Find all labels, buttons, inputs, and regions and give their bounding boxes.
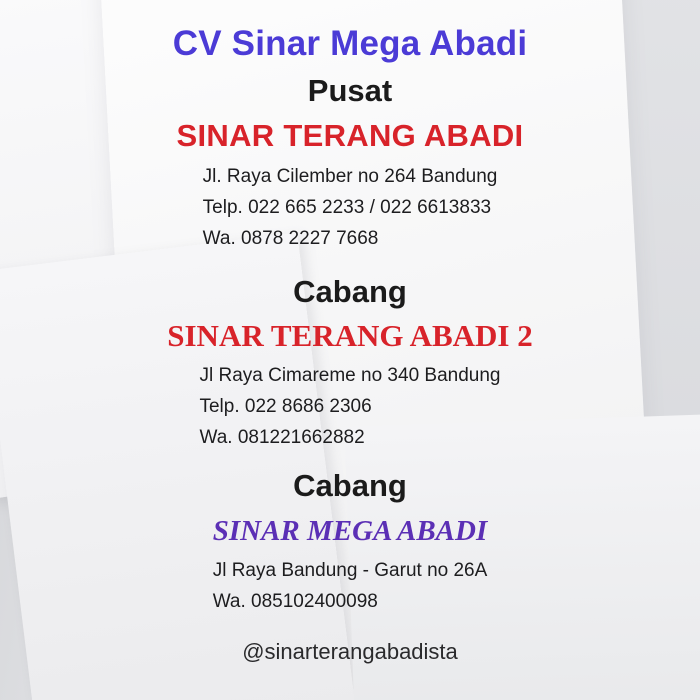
whatsapp-line: Wa. 081221662882 <box>199 426 365 448</box>
branch-details-cabang-1 <box>199 361 500 453</box>
branch-section-pusat <box>0 68 700 255</box>
branch-label-cabang-1: Cabang <box>293 273 407 309</box>
branch-section-cabang-1 <box>0 269 700 454</box>
phone-line: Telp. 022 665 2233 / 022 6613833 <box>202 197 492 219</box>
address-line: Jl Raya Cimareme no 340 Bandung <box>199 364 501 386</box>
company-title: CV Sinar Mega Abadi <box>172 24 528 63</box>
branch-label-cabang-2: Cabang <box>293 468 407 504</box>
branch-details-cabang-2 <box>213 556 488 618</box>
branch-name-cabang-2: SINAR MEGA ABADI <box>212 514 488 547</box>
branch-details-pusat <box>203 162 498 254</box>
branch-name-pusat: SINAR TERANG ABADI <box>176 117 524 153</box>
phone-line: Telp. 022 8686 2306 <box>199 395 372 417</box>
branch-label-pusat: Pusat <box>307 73 393 108</box>
whatsapp-line: Wa. 0878 2227 7668 <box>202 227 379 249</box>
whatsapp-line: Wa. 085102400098 <box>212 590 378 612</box>
instagram-handle: @sinarterangabadista <box>242 639 458 665</box>
address-line: Jl Raya Bandung - Garut no 26A <box>212 559 488 581</box>
branch-name-cabang-1: SINAR TERANG ABADI 2 <box>167 318 533 354</box>
branch-section-cabang-2 <box>0 463 700 617</box>
address-line: Jl. Raya Cilember no 264 Bandung <box>202 166 498 188</box>
